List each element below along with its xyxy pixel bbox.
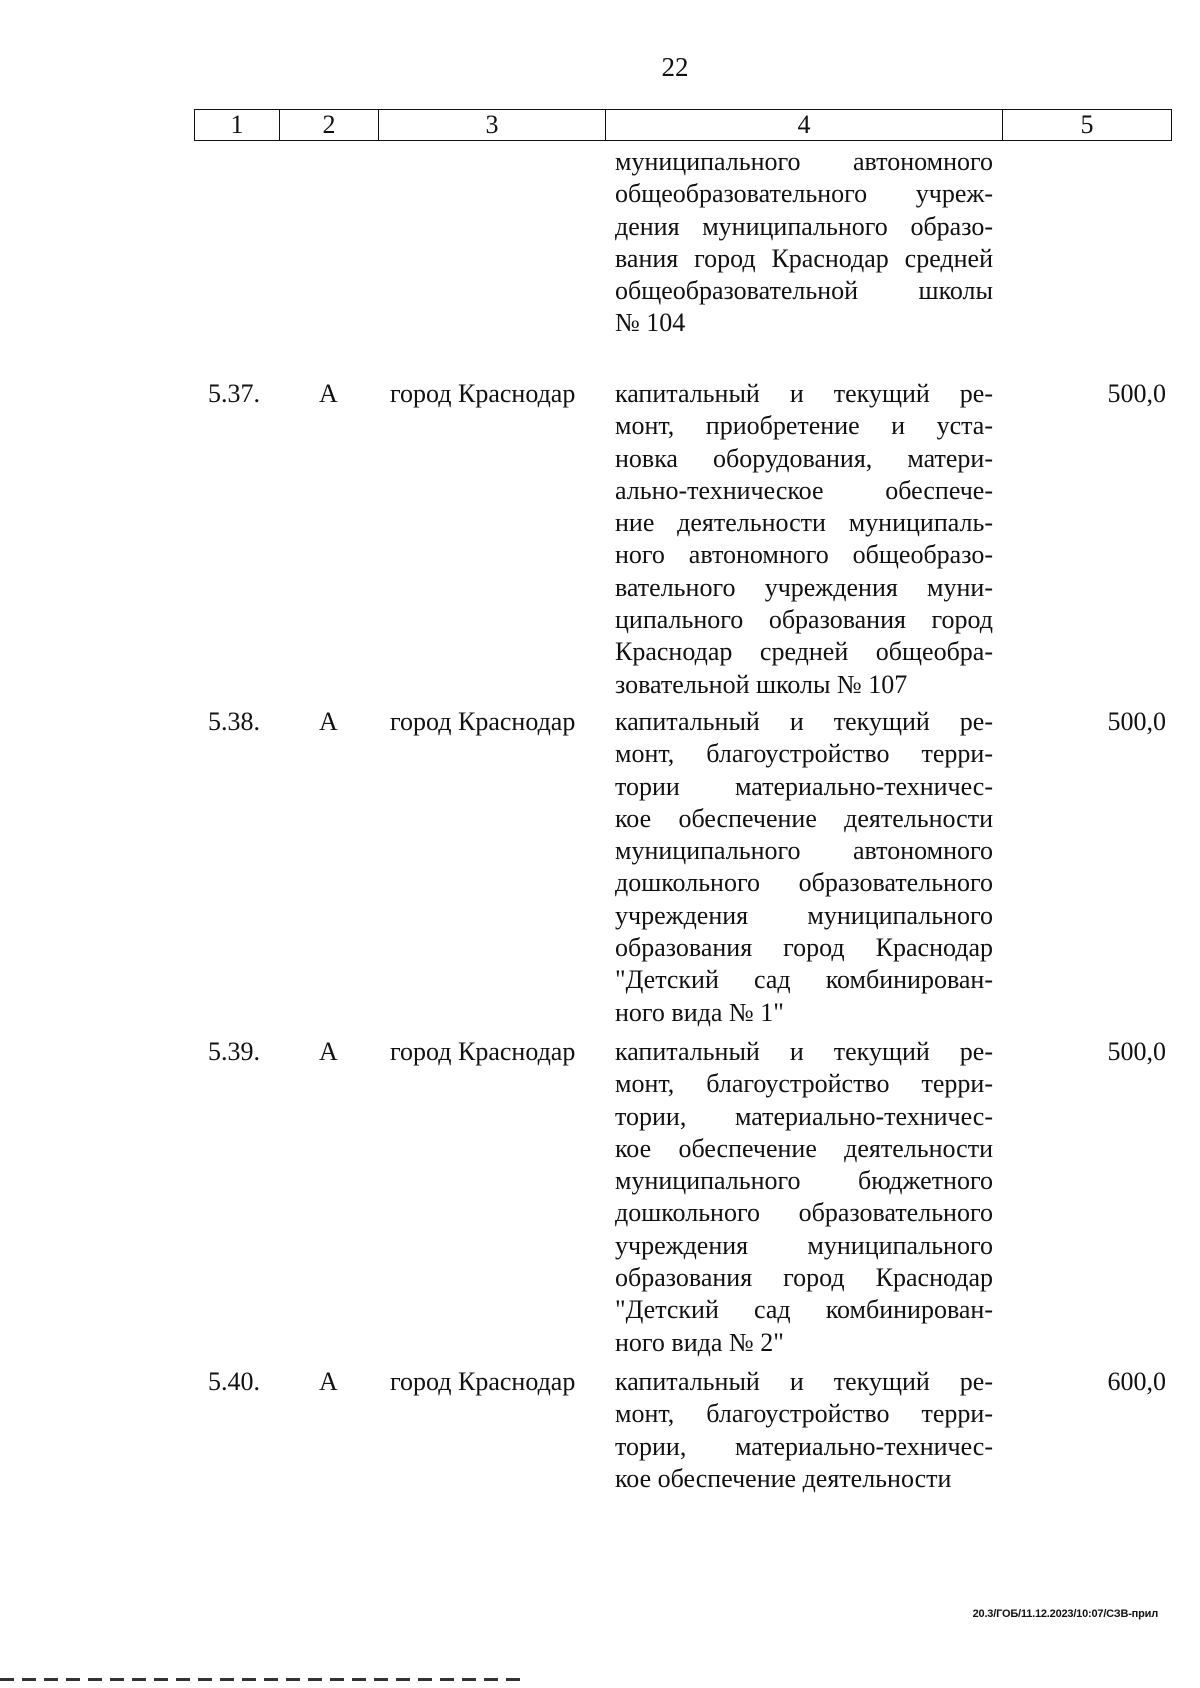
- header-col-2: 2: [280, 110, 379, 140]
- row-number: 5.38.: [208, 707, 260, 736]
- description-line: "Детский сад комбинирован-: [615, 965, 993, 995]
- description-line: новка оборудования, матери-: [615, 443, 993, 473]
- description-line: образования город Краснодар: [615, 1263, 993, 1293]
- description-line: тории материально-техничес-: [615, 771, 993, 801]
- header-col-3: 3: [379, 110, 606, 140]
- continued-line: дения муниципального образо-: [615, 211, 993, 241]
- description-line: ного вида № 1": [615, 997, 784, 1027]
- continued-line: муниципального автономного: [615, 147, 993, 176]
- description-line: муниципального автономного: [615, 836, 993, 866]
- description-line: ного вида № 2": [615, 1327, 784, 1357]
- scan-edge-artifact: [0, 1678, 520, 1681]
- description-line: тории, материально-техничес-: [615, 1101, 993, 1131]
- description-line: учреждения муниципального: [615, 900, 993, 930]
- continued-line: вания город Краснодар средней: [615, 243, 993, 273]
- row-municipality: город Краснодар: [390, 1367, 576, 1396]
- description-line: образования город Краснодар: [615, 933, 993, 963]
- description-line: кое обеспечение деятельности: [615, 1463, 952, 1493]
- continued-line: общеобразовательного учреж-: [615, 179, 993, 209]
- description-line: тории, материально-техничес-: [615, 1431, 993, 1461]
- description-line: ние деятельности муниципаль-: [615, 508, 993, 538]
- description-line: ально-техническое обеспече-: [615, 475, 993, 505]
- row-category: А: [319, 707, 338, 736]
- row-description: [615, 1036, 993, 1359]
- description-line: ного автономного общеобразо-: [615, 540, 993, 570]
- description-line: монт, благоустройство терри-: [615, 1069, 993, 1099]
- description-line: Краснодар средней общеобра-: [615, 637, 993, 667]
- row-number: 5.40.: [208, 1367, 260, 1396]
- description-line: "Детский сад комбинирован-: [615, 1295, 993, 1325]
- description-line: учреждения муниципального: [615, 1230, 993, 1260]
- row-amount: 500,0: [1107, 379, 1166, 408]
- description-line: капитальный и текущий ре-: [615, 1037, 993, 1066]
- description-line: кое обеспечение деятельности: [615, 803, 993, 833]
- description-line: монт, благоустройство терри-: [615, 739, 993, 769]
- description-line: ципального образования город: [615, 605, 993, 635]
- continued-description: [615, 146, 993, 340]
- header-col-4: 4: [606, 110, 1003, 140]
- description-line: вательного учреждения муни-: [615, 572, 993, 602]
- header-col-1: 1: [195, 110, 280, 140]
- description-line: капитальный и текущий ре-: [615, 707, 993, 736]
- description-line: дошкольного образовательного: [615, 1198, 993, 1228]
- row-description: [615, 706, 993, 1029]
- header-col-5: 5: [1080, 110, 1094, 139]
- document-code: 20.3/ГОБ/11.12.2023/10:07/СЗВ-прил: [972, 1608, 1158, 1620]
- row-description: [615, 1366, 993, 1495]
- row-category: А: [319, 1367, 338, 1396]
- continued-line: общеобразовательной школы: [615, 276, 993, 306]
- row-category: А: [319, 1037, 338, 1066]
- row-number: 5.39.: [208, 1037, 260, 1066]
- description-line: муниципального бюджетного: [615, 1166, 993, 1196]
- description-line: зовательной школы № 107: [615, 669, 908, 699]
- row-municipality: город Краснодар: [390, 707, 576, 736]
- row-amount: 500,0: [1107, 1037, 1166, 1066]
- description-line: капитальный и текущий ре-: [615, 1367, 993, 1396]
- continued-line: № 104: [615, 308, 686, 338]
- page-number: 22: [661, 52, 689, 82]
- description-line: дошкольного образовательного: [615, 868, 993, 898]
- row-municipality: город Краснодар: [390, 1037, 576, 1066]
- description-line: монт, приобретение и уста-: [615, 411, 993, 441]
- row-description: [615, 378, 993, 701]
- row-amount: 500,0: [1107, 707, 1166, 736]
- description-line: кое обеспечение деятельности: [615, 1133, 993, 1163]
- row-amount: 600,0: [1107, 1367, 1166, 1396]
- table-header: [194, 109, 1172, 141]
- row-municipality: город Краснодар: [390, 379, 576, 408]
- description-line: капитальный и текущий ре-: [615, 379, 993, 408]
- row-category: А: [319, 379, 338, 408]
- description-line: монт, благоустройство терри-: [615, 1399, 993, 1429]
- row-number: 5.37.: [208, 379, 260, 408]
